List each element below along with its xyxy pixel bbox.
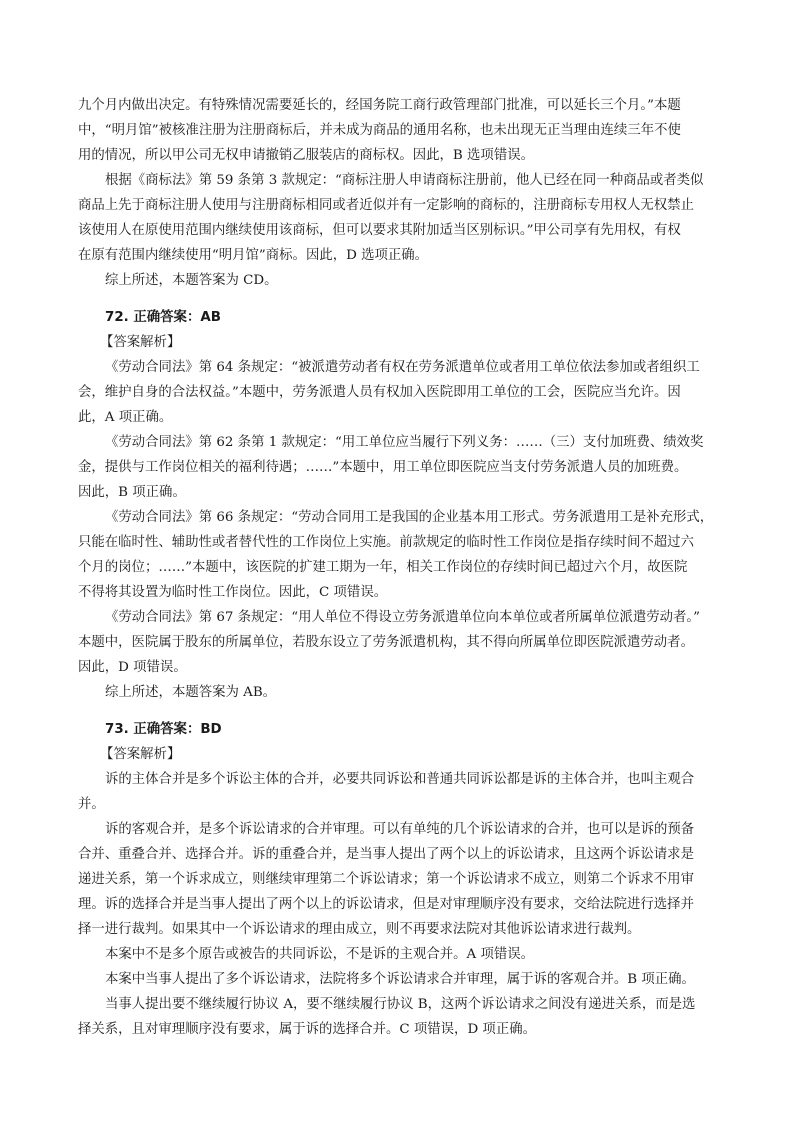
analysis-label: 【答案解析】 [100,747,181,762]
text-line: 本案中不是多个原告或被告的共同诉讼，不是诉的主观合并。A 项错误。 [105,947,535,962]
text-line: 本题中，医院属于股东的所属单位，若股东设立了劳务派遣机构，其不得向所属单位即医院派遣劳动者。 [78,635,694,650]
text-line: 并。 [78,797,105,812]
text-line: 中，“明月馆”被核准注册为注册商标后，并未成为商品的通用名称，也未出现无正当理由连续三年不使 [78,123,681,138]
text-line: 该使用人在原使用范围内继续使用该商标，但可以要求其附加适当区别标识。”甲公司享有先用权，有权 [78,223,681,238]
text-line: 本案中当事人提出了多个诉讼请求，法院将多个诉讼请求合并审理，属于诉的客观合并。B 项正确。 [105,972,695,987]
answer-heading: 73. 正确答案：BD [105,722,222,737]
text-line: 《劳动合同法》第 64 条规定：“被派遣劳动者有权在劳务派遣单位或者用工单位依法参加或者组织工 [105,360,700,375]
text-line: 因此，B 项正确。 [78,485,186,500]
text-line: 会，维护自身的合法权益。”本题中，劳务派遣人员有权加入医院即用工单位的工会，医院应当允许。因 [78,385,681,400]
text-line: 只能在临时性、辅助性或者替代性的工作岗位上实施。前款规定的临时性工作岗位是指存续时间不超过六 [78,535,694,550]
text-line: 理。诉的选择合并是当事人提出了两个以上的诉讼请求，但是对审理顺序没有要求，交给法院进行选择并 [78,897,694,912]
text-line: 商品上先于商标注册人使用与注册商标相同或者近似并有一定影响的商标的，注册商标专用权人无权禁止 [78,198,694,213]
text-line: 根据《商标法》第 59 条第 3 款规定：“商标注册人申请商标注册前，他人已经在同一种商品或者类似 [105,173,704,188]
text-line: 《劳动合同法》第 67 条规定：“用人单位不得设立劳务派遣单位向本单位或者所属单位派遣劳动者。” [105,610,700,625]
analysis-label: 【答案解析】 [100,335,181,350]
text-line: 择一进行裁判。如果其中一个诉讼请求的理由成立，则不再要求法院对其他诉讼请求进行裁判。 [78,922,641,937]
text-line: 因此，D 项错误。 [78,660,187,675]
text-line: 此，A 项正确。 [78,410,173,425]
text-line: 《劳动合同法》第 66 条规定：“劳动合同用工是我国的企业基本用工形式。劳务派遣用工是补充形式， [105,510,714,525]
text-line: 在原有范围内继续使用“明月馆”商标。因此，D 选项正确。 [78,248,429,263]
text-line: 金，提供与工作岗位相关的福利待遇；……”本题中，用工单位即医院应当支付劳务派遣人员的加班费。 [78,460,688,475]
text-line: 综上所述，本题答案为 AB。 [105,685,277,700]
text-line: 诉的客观合并，是多个诉讼请求的合并审理。可以有单纯的几个诉讼请求的合并，也可以是诉的预备 [105,822,695,837]
text-line: 当事人提出要不继续履行协议 A，要不继续履行协议 B，这两个诉讼请求之间没有递进关系，而是选 [105,997,696,1012]
text-line: 递进关系，第一个诉求成立，则继续审理第二个诉讼请求；第一个诉讼请求不成立，则第二个诉求不用审 [78,872,694,887]
text-line: 合并、重叠合并、选择合并。诉的重叠合并，是当事人提出了两个以上的诉讼请求，且这两个诉讼请求是 [78,847,694,862]
text-line: 个月的岗位；……”本题中，该医院的扩建工期为一年，相关工作岗位的存续时间已超过六个月，故医院 [78,560,688,575]
text-line: 九个月内做出决定。有特殊情况需要延长的，经国务院工商行政管理部门批准，可以延长三个月。”本题 [78,98,681,113]
text-line: 择关系，且对审理顺序没有要求，属于诉的选择合并。C 项错误，D 项正确。 [78,1022,536,1037]
text-line: 不得将其设置为临时性工作岗位。因此，C 项错误。 [78,585,388,600]
text-line: 诉的主体合并是多个诉讼主体的合并，必要共同诉讼和普通共同诉讼都是诉的主体合并，也叫主观合 [105,772,695,787]
text-line: 用的情况，所以甲公司无权申请撤销乙服装店的商标权。因此，B 选项错误。 [78,148,534,163]
text-line: 综上所述，本题答案为 CD。 [105,273,278,288]
text-line: 《劳动合同法》第 62 条第 1 款规定：“用工单位应当履行下列义务：……（三）支付加班费、绩效奖 [105,435,704,450]
answer-heading: 72. 正确答案：AB [105,310,221,325]
